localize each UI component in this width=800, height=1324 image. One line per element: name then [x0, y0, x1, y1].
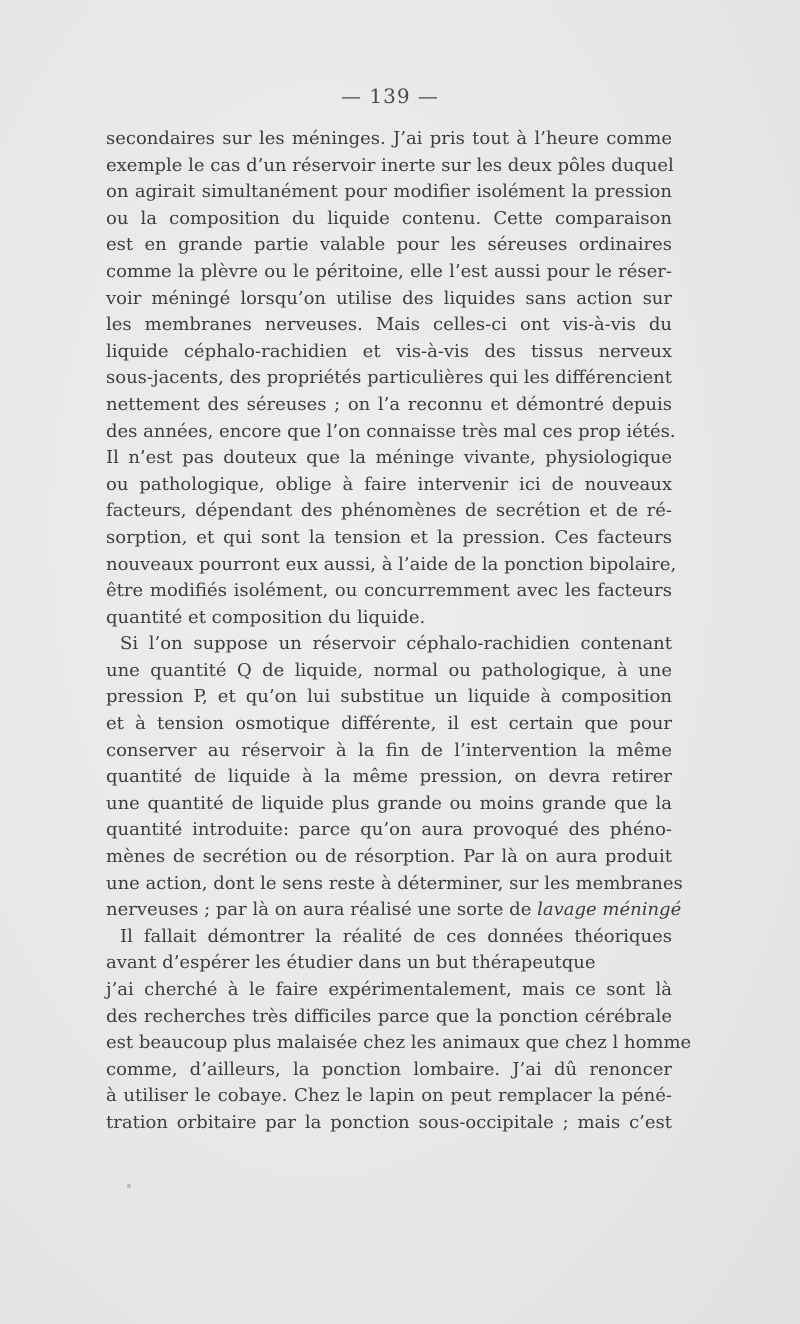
text-line: sous-jacents, des propriétés particulières qui les différencient [106, 367, 672, 389]
text-line: nouveaux pourront eux aussi, à l’aide de la ponction bipolaire, [106, 553, 677, 575]
line-text: nerveuses ; par là on aura réalisé une sorte de [106, 899, 532, 921]
text-line: secondaires sur les méninges. J’ai pris tout à l’heure comme [106, 128, 672, 149]
text-line: liquide céphalo-rachidien et vis-à-vis des tissus nerveux [106, 340, 672, 362]
text-line: et à tension osmotique différente, il est certain que pour [106, 713, 672, 735]
paragraph-end-line: quantité et composition du liquide. [106, 606, 426, 628]
text-line: avant d’espérer les étudier dans un but thérapeutque [106, 952, 596, 974]
italic-phrase: lavage méningé [537, 899, 682, 921]
text-line: on agirait simultanément pour modifier isolément la pression [106, 181, 672, 203]
text-line: les membranes nerveuses. Mais celles-ci ont vis-à-vis du [106, 314, 672, 336]
text-line: exemple le cas d’un réservoir inerte sur les deux pôles duquel [106, 154, 674, 176]
text-line: conserver au réservoir à la fin de l’intervention la même [106, 739, 672, 761]
page-number: — 139 — [341, 84, 439, 108]
text-line: une action, dont le sens reste à déterminer, sur les membranes [106, 872, 683, 894]
text-line: des années, encore que l’on connaisse très mal ces prop iétés. [106, 420, 676, 442]
text-line: être modifiés isolément, ou concurremment avec les facteurs [106, 580, 672, 602]
text-line: une quantité de liquide plus grande ou moins grande que la [106, 792, 672, 814]
text-line: tration orbitaire par la ponction sous-occipitale ; mais c’est [106, 1111, 672, 1133]
paragraph-start-line: Il fallait démontrer la réalité de ces données théoriques [120, 925, 672, 947]
text-line: à utiliser le cobaye. Chez le lapin on peut remplacer la péné- [106, 1085, 672, 1107]
text-line-with-italic [106, 897, 682, 924]
text-line: pression P, et qu’on lui substitue un liquide à composition [106, 686, 672, 708]
text-line: est beaucoup plus malaisée chez les animaux que chez l homme [106, 1032, 692, 1054]
text-line: une quantité Q de liquide, normal ou pathologique, à une [106, 659, 672, 681]
text-line: comme, d’ailleurs, la ponction lombaire. J’ai dû renoncer [106, 1058, 672, 1080]
text-line: quantité de liquide à la même pression, on devra retirer [106, 766, 672, 788]
text-line: facteurs, dépendant des phénomènes de secrétion et de ré- [106, 500, 672, 522]
paragraph-start-line: Si l’on suppose un réservoir céphalo-rachidien contenant [120, 633, 672, 655]
paper-speck [127, 1184, 131, 1188]
text-line: ou pathologique, oblige à faire intervenir ici de nouveaux [106, 473, 672, 495]
body-text [106, 126, 692, 1137]
text-line: j’ai cherché à le faire expérimentalement, mais ce sont là [106, 979, 672, 1000]
text-line: des recherches très difficiles parce que la ponction cérébrale [106, 1005, 672, 1027]
text-line: Il n’est pas douteux que la méninge vivante, physiologique [106, 447, 672, 469]
text-line: mènes de secrétion ou de résorption. Par là on aura produit [106, 846, 672, 868]
text-line: sorption, et qui sont la tension et la pression. Ces facteurs [106, 526, 672, 548]
text-line: comme la plèvre ou le péritoine, elle l’est aussi pour le réser- [106, 260, 672, 282]
text-line: ou la composition du liquide contenu. Cette comparaison [106, 207, 672, 229]
text-line: quantité introduite: parce qu’on aura provoqué des phéno- [106, 819, 672, 841]
text-line: voir méningé lorsqu’on utilise des liquides sans action sur [106, 287, 672, 309]
text-line: est en grande partie valable pour les séreuses ordinaires [106, 234, 672, 256]
text-line: nettement des séreuses ; on l’a reconnu et démontré depuis [106, 393, 672, 415]
